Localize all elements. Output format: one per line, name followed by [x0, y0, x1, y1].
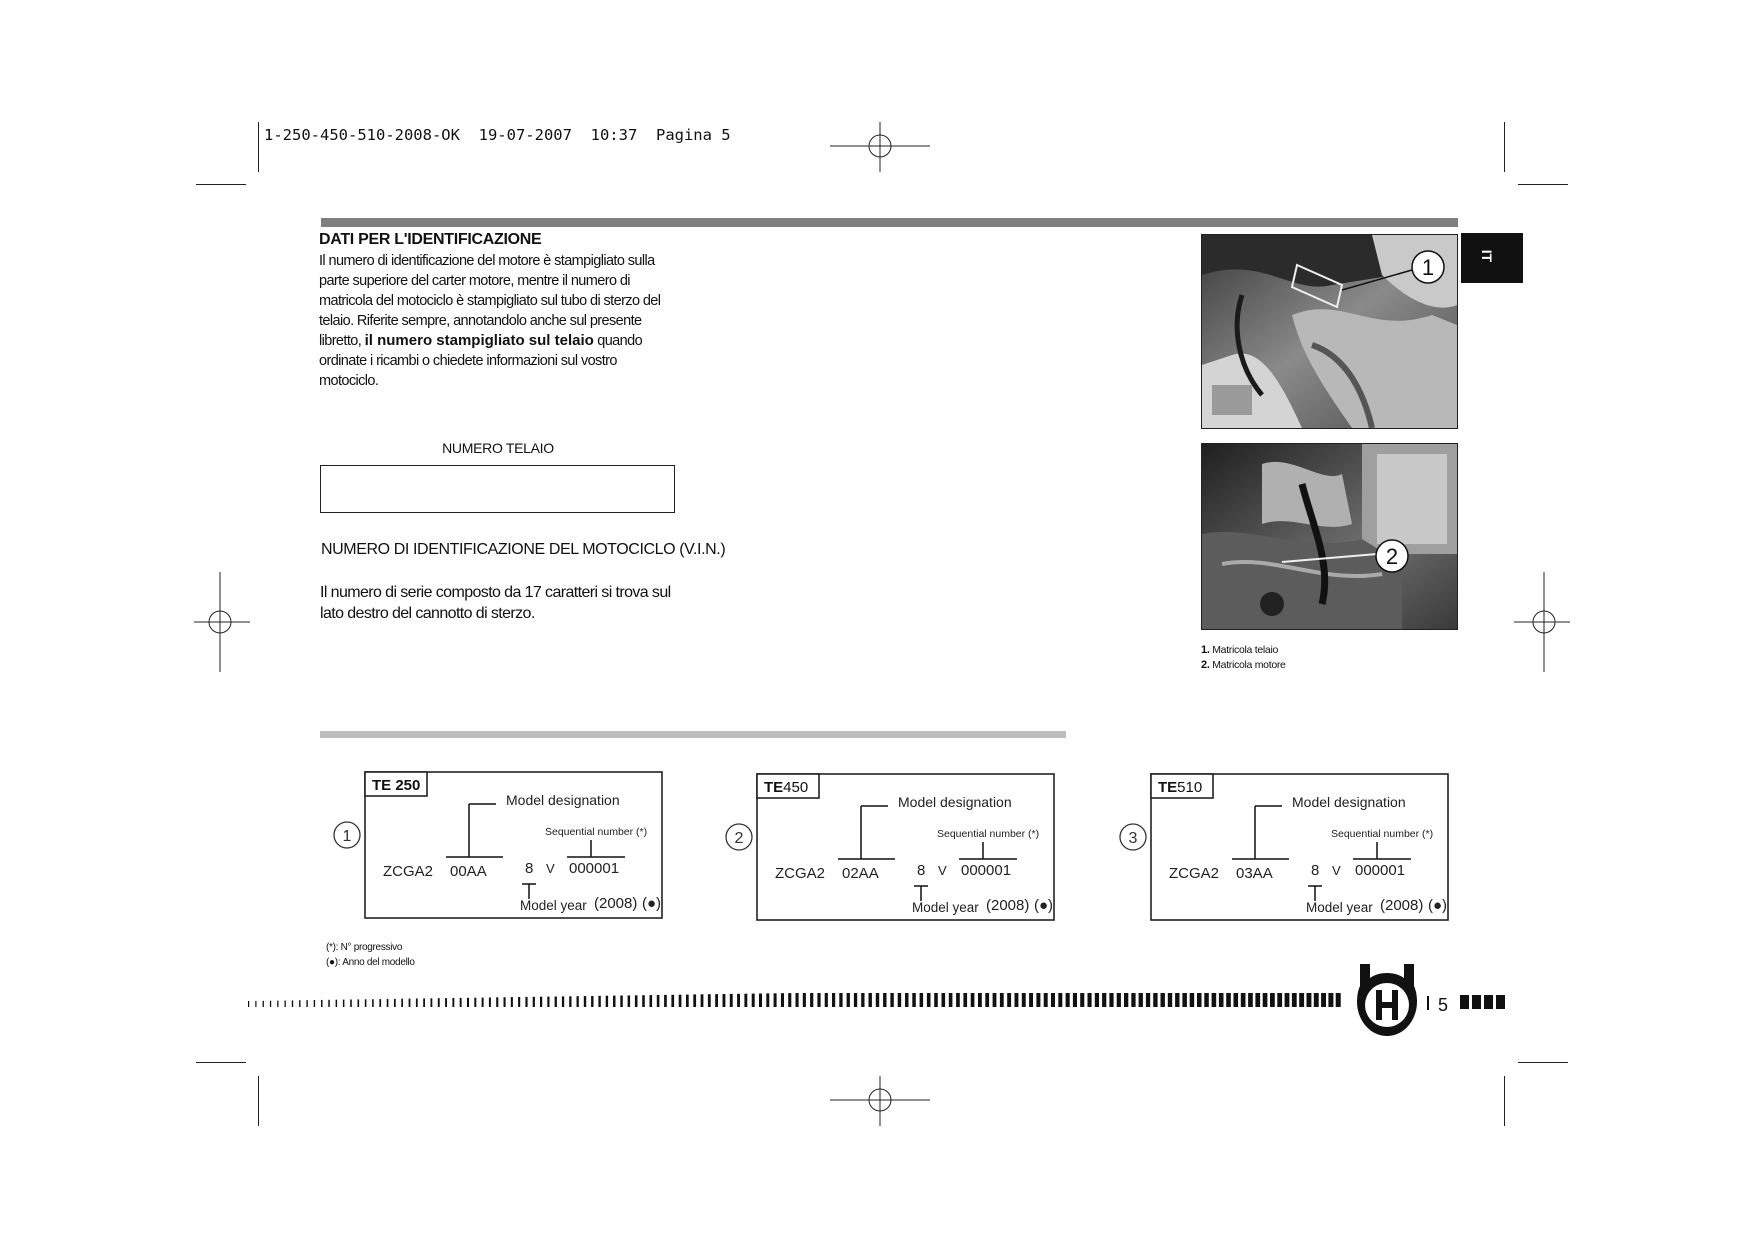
label-model-designation: Model designation — [1292, 794, 1406, 810]
ruler-tick — [1241, 993, 1246, 1007]
ruler-tick — [328, 1000, 330, 1007]
ruler-tick — [306, 1000, 307, 1007]
ruler-tick — [715, 994, 718, 1007]
ruler-tick — [613, 996, 616, 1007]
ruler-tick — [920, 993, 924, 1007]
ruler-tick — [1080, 993, 1084, 1007]
footer-separator — [1427, 996, 1429, 1010]
ruler-tick — [723, 994, 726, 1007]
ruler-tick — [854, 993, 857, 1007]
ruler-tick — [810, 993, 813, 1007]
ruler-tick — [606, 996, 608, 1007]
ruler-tick — [314, 1000, 315, 1007]
ruler-tick — [883, 993, 886, 1007]
page-number: 5 — [1438, 995, 1449, 1015]
print-file: 1-250-450-510-2008-OK — [264, 126, 460, 144]
ruler-tick — [350, 1000, 352, 1008]
ruler-tick — [431, 998, 433, 1007]
ruler-tick — [1117, 993, 1121, 1007]
ruler-tick — [788, 993, 791, 1007]
ruler-tick — [1058, 993, 1062, 1007]
registration-mark-bottom — [830, 1076, 930, 1126]
ruler-tick — [292, 1000, 293, 1007]
crop-mark — [1518, 1062, 1568, 1063]
ruler-tick — [387, 999, 389, 1007]
ruler-tick — [744, 994, 747, 1007]
ruler-tick — [482, 998, 484, 1007]
ruler-tick — [737, 994, 740, 1007]
ruler-tick — [898, 993, 902, 1007]
ruler-tick — [379, 999, 381, 1007]
section-title: DATI PER L'IDENTIFICAZIONE — [319, 231, 542, 248]
ruler-tick — [1307, 993, 1312, 1007]
ruler-tick — [394, 999, 396, 1007]
ruler-tick — [693, 994, 696, 1007]
ruler-tick — [1285, 993, 1290, 1007]
vin-wmi: ZCGA2 — [383, 863, 434, 880]
ruler-tick — [1102, 993, 1106, 1007]
section-rule-top — [321, 218, 1458, 227]
ruler-tick — [1321, 993, 1326, 1007]
ruler-tick — [832, 993, 835, 1007]
diagram-index: 3 — [1128, 830, 1138, 847]
ruler-tick — [781, 993, 784, 1007]
ruler-tick — [1226, 993, 1231, 1007]
ruler-tick — [1299, 993, 1304, 1007]
crop-mark — [1504, 1076, 1505, 1126]
ruler-tick — [657, 995, 660, 1007]
label-model-year-value: (2008) — [986, 897, 1030, 914]
ruler-tick — [525, 997, 527, 1007]
ruler-tick — [1029, 993, 1033, 1007]
crop-mark — [196, 1062, 246, 1063]
language-tab-label: IT — [1479, 249, 1496, 263]
crop-mark — [258, 1076, 259, 1126]
ruler-tick — [255, 1001, 256, 1007]
diagram-index: 1 — [342, 828, 352, 845]
caption-item: 2. Matricola motore — [1201, 659, 1286, 671]
ruler-tick — [1219, 993, 1224, 1007]
ruler-tick — [642, 995, 645, 1007]
label-sequential-number: Sequential number (*) — [545, 826, 648, 838]
ruler-tick — [511, 997, 513, 1007]
section-rule-mid — [320, 731, 1066, 738]
ruler-tick — [650, 995, 653, 1007]
paragraph-emphasis: il numero stampigliato sul telaio — [364, 332, 594, 349]
ruler-tick — [679, 995, 682, 1007]
photo-frame-number — [1201, 234, 1458, 429]
ruler-tick — [562, 996, 564, 1007]
engine-photo-1 — [1202, 235, 1457, 428]
footnotes — [326, 940, 415, 970]
ruler-tick — [956, 993, 960, 1007]
ruler-tick — [1044, 993, 1048, 1007]
ruler-tick — [1066, 993, 1070, 1007]
ruler-tick — [474, 998, 476, 1007]
ruler-tick — [1175, 993, 1179, 1007]
ruler-tick — [533, 997, 535, 1007]
ruler-tick — [912, 993, 916, 1007]
ruler-tick — [336, 1000, 338, 1007]
label-model-year-symbol: (●) — [1428, 897, 1448, 914]
vin-seq: 000001 — [569, 860, 620, 877]
crop-mark — [258, 122, 259, 172]
ruler-tick — [985, 993, 989, 1007]
ruler-tick — [1270, 993, 1275, 1007]
ruler-tick — [927, 993, 931, 1007]
ruler-tick — [1161, 993, 1165, 1007]
label-model-designation: Model designation — [898, 794, 1012, 810]
print-header — [264, 126, 731, 144]
ruler-tick — [1292, 993, 1297, 1007]
ruler-tick — [1263, 993, 1268, 1007]
ruler-tick — [635, 995, 638, 1007]
ruler-tick — [1277, 993, 1282, 1007]
ruler-tick — [467, 998, 469, 1007]
crop-mark — [1518, 184, 1568, 185]
vin-year: 8 — [1311, 862, 1320, 879]
ruler-tick — [664, 995, 667, 1007]
ruler-tick — [796, 993, 799, 1007]
ruler-tick — [993, 993, 997, 1007]
label-model-year-symbol: (●) — [642, 895, 662, 912]
label-sequential-number: Sequential number (*) — [937, 828, 1040, 840]
ruler-tick — [452, 998, 454, 1007]
ruler-tick — [409, 999, 411, 1007]
ruler-tick — [1182, 993, 1187, 1007]
ruler-tick — [1204, 993, 1209, 1007]
ruler-tick — [598, 996, 600, 1007]
vin-seq: 000001 — [961, 862, 1012, 879]
frame-number-label: NUMERO TELAIO — [442, 440, 554, 456]
registration-mark-top — [830, 122, 930, 172]
ruler-tick — [372, 999, 374, 1007]
ruler-tick — [1190, 993, 1195, 1007]
diagram-index: 2 — [734, 830, 744, 847]
paragraph-text: Il numero di identificazione del motore è stampigliato sulla parte superiore del carter motore, mentre il numero di matricola del motociclo è stampigliato sul tubo di sterzo del telaio. Riferite sempre, annotandolo anche sul presente libretto, — [319, 253, 661, 349]
ruler-tick — [248, 1001, 249, 1007]
vin-description: Il numero di serie composto da 17 caratteri si trova sul lato destro del cannotto di sterzo. — [320, 584, 671, 622]
model-tag: TE 250 — [372, 777, 421, 794]
ruler-tick — [569, 996, 571, 1007]
ruler-tick — [460, 998, 462, 1007]
vin-vds: 02AA — [842, 865, 879, 882]
ruler-tick — [1336, 993, 1341, 1007]
ruler-tick — [1015, 993, 1019, 1007]
ruler-tick — [540, 997, 542, 1007]
section-paragraph — [319, 251, 669, 391]
language-tab — [1461, 233, 1523, 283]
ruler-tick — [1007, 993, 1011, 1007]
registration-mark-left — [194, 572, 250, 672]
ruler-tick — [1197, 993, 1202, 1007]
ruler-tick — [277, 1001, 278, 1007]
ruler-tick — [496, 997, 498, 1007]
ruler-tick — [701, 994, 704, 1007]
vin-plant: V — [546, 861, 555, 876]
ruler-tick — [1212, 993, 1217, 1007]
vin-title: NUMERO DI IDENTIFICAZIONE DEL MOTOCICLO (V.I.N.) — [321, 541, 726, 558]
ruler-tick — [1314, 993, 1319, 1007]
ruler-tick — [299, 1000, 300, 1007]
ruler-tick — [766, 993, 769, 1007]
ruler-tick — [343, 1000, 345, 1007]
registration-mark-right — [1514, 572, 1570, 672]
label-model-year: Model year — [1306, 900, 1373, 915]
vin-vds: 03AA — [1236, 865, 1273, 882]
label-model-designation: Model designation — [506, 792, 620, 808]
ruler-tick — [1146, 993, 1150, 1007]
print-date: 19-07-2007 — [478, 126, 572, 144]
ruler-tick — [774, 993, 777, 1007]
ruler-tick — [1124, 993, 1128, 1007]
ruler-tick — [445, 998, 447, 1007]
ruler-tick — [1153, 993, 1157, 1007]
ruler-tick — [671, 995, 674, 1007]
paragraph-text-end: quando ordinate i ricambi o chiedete informazioni sul vostro motociclo. — [319, 333, 643, 389]
ruler-tick — [1109, 993, 1113, 1007]
crop-mark — [1504, 122, 1505, 172]
vin-plant: V — [1332, 863, 1341, 878]
ruler-tick — [905, 993, 909, 1007]
ruler-tick — [620, 996, 623, 1008]
label-model-year-value: (2008) — [594, 895, 638, 912]
ruler-tick — [1168, 993, 1172, 1007]
vin-plant: V — [938, 863, 947, 878]
ruler-tick — [839, 993, 842, 1007]
ruler-tick — [489, 998, 491, 1008]
ruler-tick — [963, 993, 967, 1007]
ruler-tick — [1051, 993, 1055, 1007]
frame-number-box — [320, 465, 675, 513]
footnote-model-year: (●): Anno del modello — [326, 957, 415, 968]
ruler-tick — [1139, 993, 1143, 1007]
ruler-tick — [358, 999, 360, 1007]
ruler-tick — [1131, 993, 1135, 1007]
ruler-tick — [1022, 993, 1026, 1007]
ruler-tick — [1234, 993, 1239, 1007]
ruler-tick — [401, 999, 403, 1007]
ruler-tick — [1000, 993, 1004, 1007]
ruler-tick — [869, 993, 872, 1007]
vin-vds: 00AA — [450, 863, 487, 880]
ruler-tick — [504, 997, 506, 1007]
ruler-tick — [584, 996, 586, 1007]
ruler-tick — [438, 998, 440, 1007]
ruler-tick — [730, 994, 733, 1007]
ruler-tick — [321, 1000, 323, 1007]
engine-photo-2 — [1202, 444, 1457, 629]
photo-captions — [1201, 643, 1286, 673]
ruler-tick — [752, 994, 755, 1007]
caption-item: 1. Matricola telaio — [1201, 644, 1279, 656]
label-model-year-symbol: (●) — [1034, 897, 1054, 914]
ruler-tick — [978, 993, 982, 1007]
print-page-label: Pagina 5 — [655, 126, 731, 144]
ruler-tick — [942, 993, 946, 1007]
crop-mark — [196, 184, 246, 185]
ruler-tick — [817, 993, 820, 1007]
photo-engine-number — [1201, 443, 1458, 630]
vin-year: 8 — [917, 862, 926, 879]
ruler-tick — [365, 999, 367, 1007]
ruler-tick — [285, 1001, 286, 1008]
label-model-year: Model year — [520, 898, 587, 913]
ruler-tick — [577, 996, 579, 1007]
photo-callout-1: 1 — [1421, 255, 1435, 280]
vin-wmi: ZCGA2 — [775, 865, 826, 882]
footer-ruler — [246, 993, 1366, 1011]
ruler-tick — [555, 997, 557, 1008]
ruler-tick — [1036, 993, 1040, 1007]
ruler-tick — [1255, 993, 1260, 1007]
ruler-tick — [1088, 993, 1092, 1007]
ruler-tick — [934, 993, 938, 1007]
model-tag: TE510 — [1158, 779, 1203, 796]
ruler-tick — [949, 993, 953, 1007]
model-tag: TE450 — [764, 779, 809, 796]
ruler-tick — [416, 999, 418, 1008]
label-model-year: Model year — [912, 900, 979, 915]
ruler-tick — [890, 993, 893, 1007]
print-time: 10:37 — [590, 126, 638, 144]
footnote-sequential: (*): N° progressivo — [326, 942, 403, 953]
ruler-tick — [423, 998, 425, 1007]
husqvarna-logo-icon — [1356, 962, 1418, 1038]
ruler-tick — [1328, 993, 1333, 1007]
ruler-tick — [686, 995, 689, 1007]
ruler-tick — [759, 994, 762, 1008]
ruler-tick — [876, 993, 879, 1007]
ruler-tick — [263, 1001, 264, 1007]
ruler-tick — [708, 994, 711, 1007]
vin-year: 8 — [525, 860, 534, 877]
ruler-tick — [270, 1001, 271, 1007]
ruler-tick — [628, 995, 631, 1007]
label-sequential-number: Sequential number (*) — [1331, 828, 1434, 840]
ruler-tick — [861, 993, 864, 1007]
ruler-tick — [971, 993, 975, 1007]
footer-end-bars — [1460, 995, 1508, 1009]
ruler-tick — [847, 993, 850, 1007]
label-model-year-value: (2008) — [1380, 897, 1424, 914]
ruler-tick — [1073, 993, 1077, 1007]
ruler-tick — [547, 997, 549, 1007]
vin-seq: 000001 — [1355, 862, 1406, 879]
ruler-tick — [518, 997, 520, 1007]
photo-callout-2: 2 — [1385, 544, 1399, 569]
ruler-tick — [825, 993, 828, 1007]
ruler-tick — [1248, 993, 1253, 1007]
ruler-tick — [1095, 993, 1099, 1007]
ruler-tick — [803, 993, 806, 1007]
vin-wmi: ZCGA2 — [1169, 865, 1220, 882]
vin-diagrams — [300, 760, 1480, 940]
ruler-tick — [591, 996, 593, 1007]
